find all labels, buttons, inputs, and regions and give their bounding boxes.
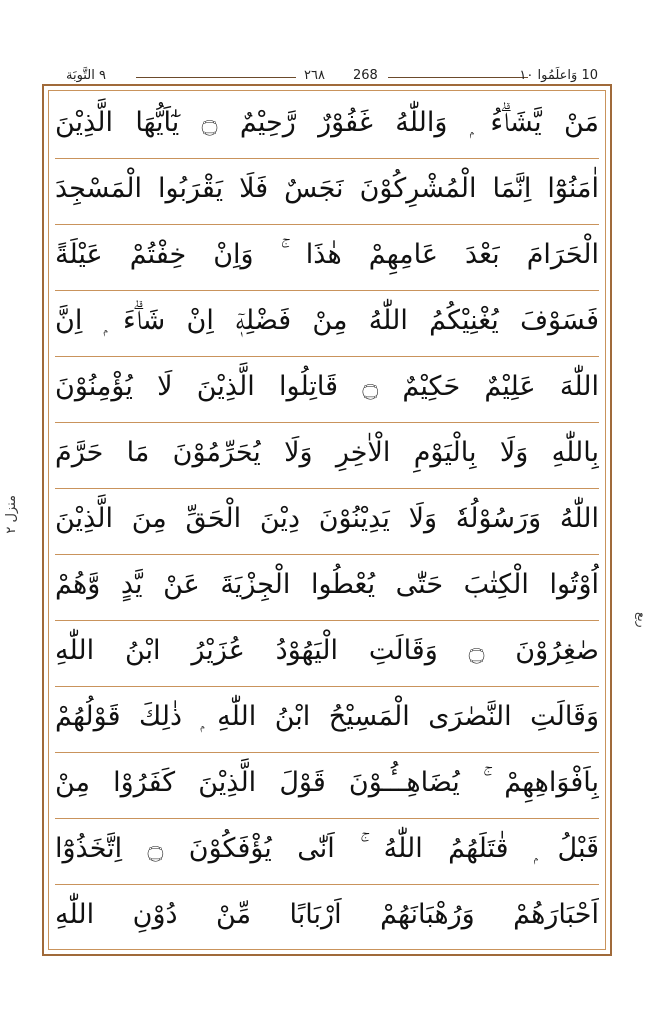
- text-line: بِاللّٰهِ وَلَا بِالْيَوْمِ الْاٰخِرِ وَلَا يُحَرِّمُوْنَ مَا حَرَّمَ: [55, 423, 599, 489]
- text-frame: [42, 84, 612, 956]
- surah-name: ٩ التَّوبَة: [66, 68, 106, 83]
- text-line: اُوْتُوا الْكِتٰبَ حَتّٰى يُعْطُوا الْجِزْيَةَ عَنْ يَّدٍ وَّهُمْ: [55, 555, 599, 621]
- text-line: بِاَفْوَاهِهِمْ ۚ يُضَاهِــُٔـوْنَ قَوْلَ الَّذِيْنَ كَفَرُوْا مِنْ: [55, 753, 599, 819]
- page-number-arabic: ٢٦٨: [304, 68, 325, 83]
- text-line: قَبْلُ ۭ قٰتَلَهُمُ اللّٰهُ ۚ اَنّٰى يُؤْفَكُوْنَ ۝ اِتَّخَذُوْٓا: [55, 819, 599, 885]
- text-line: اللّٰهُ وَرَسُوْلُهٗ وَلَا يَدِيْنُوْنَ دِيْنَ الْحَقِّ مِنَ الَّذِيْنَ: [55, 489, 599, 555]
- text-body: [48, 90, 606, 950]
- manzil-marker: منزل ٢: [4, 495, 19, 534]
- text-line: صٰغِرُوْنَ ۝ وَقَالَتِ الْيَهُوْدُ عُزَيْرُ ابْنُ اللّٰهِ: [55, 621, 599, 687]
- text-line: الْحَرَامَ بَعْدَ عَامِهِمْ هٰذَا ۚ وَاِنْ خِفْتُمْ عَيْلَةً: [55, 225, 599, 291]
- text-line: وَقَالَتِ النَّصٰرَى الْمَسِيْحُ ابْنُ اللّٰهِ ۭ ذٰلِكَ قَوْلُهُمْ: [55, 687, 599, 753]
- page-number: 268: [353, 68, 378, 83]
- text-line: اَحْبَارَهُمْ وَرُهْبَانَهُمْ اَرْبَابًا مِّنْ دُوْنِ اللّٰهِ: [55, 899, 599, 930]
- page-header: [48, 66, 628, 86]
- header-rule: [388, 77, 528, 78]
- header-rule: [136, 77, 296, 78]
- text-line: فَسَوْفَ يُغْنِيْكُمُ اللّٰهُ مِنْ فَضْلِهٖٓ اِنْ شَاۗءَ ۭ اِنَّ: [55, 291, 599, 357]
- text-line: اللّٰهَ عَلِيْمٌ حَكِيْمٌ ۝ قَاتِلُوا الَّذِيْنَ لَا يُؤْمِنُوْنَ: [55, 357, 599, 423]
- text-line: مَنْ يَّشَاۗءُ ۭ وَاللّٰهُ غَفُوْرٌ رَّحِيْمٌ ۝ يٰٓاَيُّهَا الَّذِيْنَ: [55, 93, 599, 159]
- ruku-marker: ربع: [635, 612, 649, 628]
- text-line: اٰمَنُوْٓا اِنَّمَا الْمُشْرِكُوْنَ نَجَسٌ فَلَا يَقْرَبُوا الْمَسْجِدَ: [55, 159, 599, 225]
- juz-name: 10 وَاعلَمُوا ١٠: [519, 68, 598, 83]
